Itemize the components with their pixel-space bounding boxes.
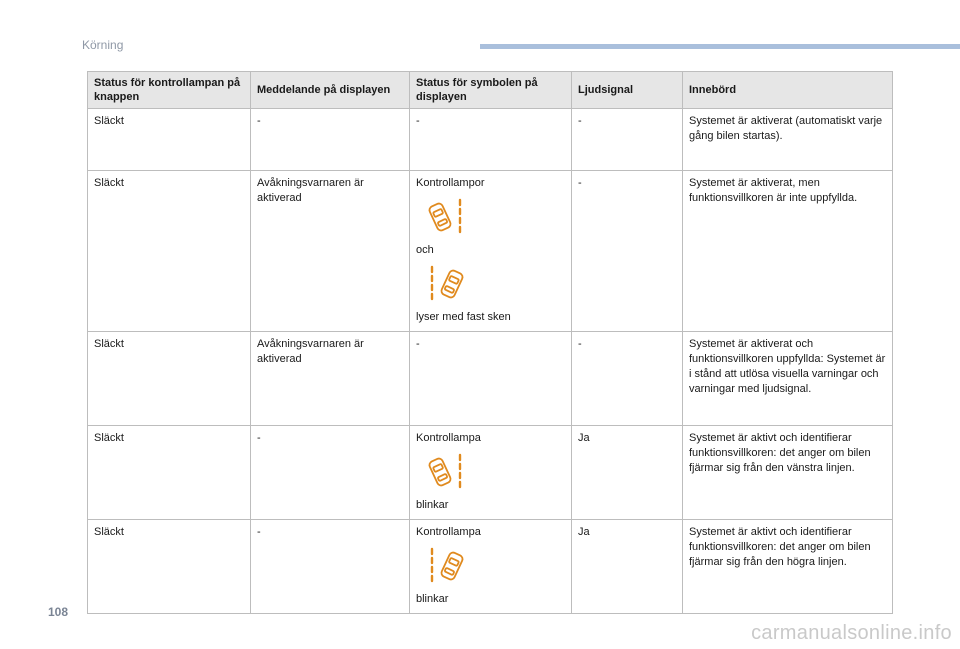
cell-symbol-status xyxy=(410,171,572,332)
symbol-text: och xyxy=(416,244,434,256)
cell-sound: - xyxy=(572,332,683,426)
cell-display-message: - xyxy=(251,520,410,614)
watermark: carmanualsonline.info xyxy=(751,622,952,644)
cell-button-lamp: Släckt xyxy=(88,171,251,332)
cell-display-message: Avåkningsvarnaren är aktiverad xyxy=(251,171,410,332)
symbol-text: blinkar xyxy=(416,499,449,511)
status-table xyxy=(87,71,893,614)
lane-departure-right-icon xyxy=(416,191,565,243)
cell-sound: Ja xyxy=(572,426,683,520)
table-row xyxy=(88,171,893,332)
cell-symbol-status: - xyxy=(410,332,572,426)
cell-symbol-status xyxy=(410,520,572,614)
symbol-text: Kontrollampa xyxy=(416,526,481,538)
page-number: 108 xyxy=(48,605,69,619)
section-header-bar xyxy=(480,44,960,49)
symbol-text: Kontrollampor xyxy=(416,177,485,189)
lane-departure-right-icon xyxy=(416,446,565,498)
symbol-text: Kontrollampa xyxy=(416,432,481,444)
column-header-symbol-status: Status för symbolen på displayen xyxy=(410,72,572,109)
cell-sound: Ja xyxy=(572,520,683,614)
cell-meaning: Systemet är aktiverat (automatiskt varje gång bilen startas). xyxy=(683,109,893,171)
column-header-display-message: Meddelande på displayen xyxy=(251,72,410,109)
cell-symbol-status: - xyxy=(410,109,572,171)
symbol-text: lyser med fast sken xyxy=(416,311,511,323)
cell-button-lamp: Släckt xyxy=(88,520,251,614)
cell-meaning: Systemet är aktivt och identifierar funktionsvillkoren: det anger om bilen fjärmar sig från den vänstra linjen. xyxy=(683,426,893,520)
cell-sound: - xyxy=(572,109,683,171)
cell-button-lamp: Släckt xyxy=(88,332,251,426)
table-row xyxy=(88,520,893,614)
cell-meaning: Systemet är aktiverat och funktionsvillkoren uppfyllda: Systemet är i stånd att utlösa visuella varningar och varningar med ljudsignal. xyxy=(683,332,893,426)
cell-display-message: - xyxy=(251,109,410,171)
column-header-sound: Ljudsignal xyxy=(572,72,683,109)
table-header-row xyxy=(88,72,893,109)
cell-display-message: - xyxy=(251,426,410,520)
lane-departure-left-icon xyxy=(416,258,565,310)
symbol-text: blinkar xyxy=(416,593,449,605)
column-header-button-lamp: Status för kontrollampan på knappen xyxy=(88,72,251,109)
cell-meaning: Systemet är aktivt och identifierar funktionsvillkoren: det anger om bilen fjärmar sig från den högra linjen. xyxy=(683,520,893,614)
column-header-meaning: Innebörd xyxy=(683,72,893,109)
section-title: Körning xyxy=(82,38,124,52)
cell-symbol-status xyxy=(410,426,572,520)
table-row xyxy=(88,332,893,426)
table-row xyxy=(88,426,893,520)
cell-meaning: Systemet är aktiverat, men funktionsvillkoren är inte uppfyllda. xyxy=(683,171,893,332)
cell-button-lamp: Släckt xyxy=(88,109,251,171)
table-row xyxy=(88,109,893,171)
cell-display-message: Avåkningsvarnaren är aktiverad xyxy=(251,332,410,426)
cell-button-lamp: Släckt xyxy=(88,426,251,520)
lane-departure-left-icon xyxy=(416,540,565,592)
cell-sound: - xyxy=(572,171,683,332)
